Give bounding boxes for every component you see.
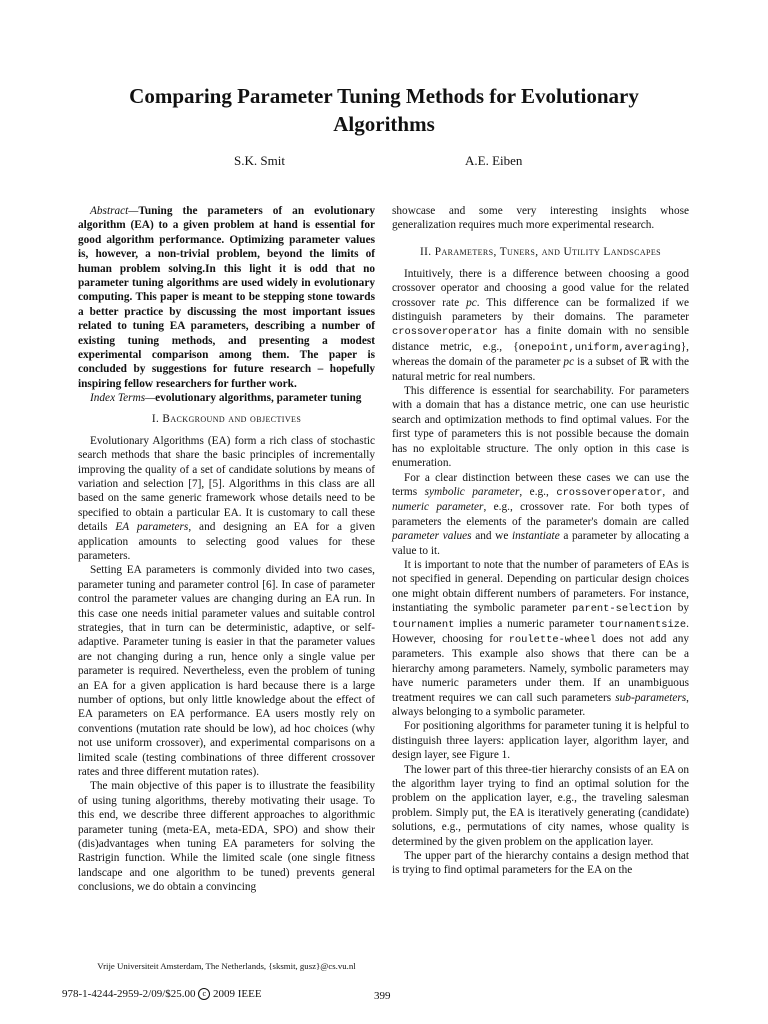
page-number: 399 [374, 990, 391, 1002]
s2p3-e: and we [471, 530, 513, 543]
affiliation-footnote: Vrije Universiteit Amsterdam, The Netherlands, {sksmit, gusz}@cs.vu.nl [97, 961, 356, 971]
s2p4-roulette: roulette-wheel [508, 633, 596, 646]
title-line-2: Algorithms [333, 112, 435, 136]
section-1-paragraph-3: The main objective of this paper is to illustrate the feasibility of using tuning algorithms, thereby motivating their usage. To this end, we describe three different approaches to algorithmic parameter tuning (meta-EA, meta-EDA, SPO) and show their (dis)advantages when tuning EA parameters for solving the Rastrigin function. While the limited scale (one single fitness landscape and one algorithm to be tuned) prevents general conclusions, we do obtain a convincing [78, 780, 375, 894]
s2p1-d: }, whereas the domain of the parameter [392, 340, 689, 369]
title-line-1: Comparing Parameter Tuning Methods for Evolutionary [129, 84, 639, 108]
section-2-paragraph-6: The lower part of this three-tier hierarchy consists of an EA on the algorithm layer trying to find an optimal solution for the problem on the application layer, e.g., the traveling salesman problem. Simply put, the EA is iteratively generating (candidate) solutions, e.g., permutations of city names, whose quality is determined by the given problem on the application layer. [392, 763, 689, 848]
s2p4-b: by [671, 602, 689, 615]
s2p4-d: . However, choosing for [392, 617, 689, 645]
s2p4-e: does not add any parameters. This example also shows that there can be a hierarchy among parameters. Namely, symbolic parameters may have numeric parameters under them. If an unambiguous treatment requires we can call such parameters [392, 632, 690, 704]
s2p1-c: has a finite domain with no sensible distance metric, e.g., { [392, 325, 689, 353]
s2p1-pc: pc [466, 296, 477, 309]
copyright-line [62, 988, 262, 1000]
s2p3-d: , e.g., crossover rate. For both types of parameters the elements of the parameter's domain are called [392, 501, 690, 528]
section-2-paragraph-1 [392, 267, 689, 384]
s1p1-tail: , and designing an EA for a given application amounts to selecting good values for these parameters. [78, 521, 375, 562]
year-org: 2009 IEEE [213, 988, 262, 1000]
s2p1-b: . This difference can be formalized if we distinguish parameters by their domains. The parameter [392, 296, 689, 324]
index-terms-label: Index Terms— [90, 392, 156, 405]
s2p4-tournament: tournament [392, 618, 455, 631]
s2p1-set: onepoint,uniform,averaging [518, 341, 681, 354]
s2p1-code: crossoveroperator [392, 326, 499, 339]
s2p4-parent: parent-selection [571, 603, 672, 616]
s2p3-code: crossoveroperator [556, 486, 663, 499]
abstract [78, 204, 375, 391]
s2p1-e: is a subset of ℝ with the natural metric for real numbers. [392, 356, 689, 383]
s2p3-numeric: numeric parameter [392, 501, 484, 514]
section-1-paragraph-2: Setting EA parameters is commonly divided into two cases, parameter tuning and parameter control [6]. In case of parameter control the parameter values are changing during an EA run. In this case one needs initial parameter values and suitable control strategies, that in turn can be deterministic, adaptive, or self-adaptive. Parameter tuning is easier in that the parameter values are not changing during a run, hence only a single value per parameter is required. Nevertheless, even the problem of tuning an EA for a given application is hard because there is a large number of options, but only little knowledge about the effect of EA parameters on EA performance. EA users mostly rely on conventions (mutation rate should be low), ad hoc choices (why not use uniform crossover), and experimental comparisons on a limited scale (testing combinations of three different crossover rates and three different mutation rates). [78, 564, 375, 779]
section-2-paragraph-7: The upper part of the hierarchy contains a design method that is trying to find optimal parameters for the EA on the [392, 850, 689, 877]
s2p3-a: For a clear distinction between these cases we can use the terms [392, 471, 689, 498]
section-2-paragraph-4 [392, 558, 689, 719]
isbn: 978-1-4244-2959-2/09/$25.00 [62, 988, 196, 1000]
author-2: A.E. Eiben [465, 153, 523, 168]
s2p3-values: parameter values [392, 530, 472, 543]
paper-title [60, 82, 708, 138]
author-1: S.K. Smit [234, 153, 285, 168]
index-terms-text: evolutionary algorithms, parameter tuning [155, 392, 362, 405]
abstract-label: Abstract— [90, 205, 139, 217]
section-1-paragraph-1 [78, 434, 375, 564]
s2p3-b: , e.g., [519, 485, 557, 498]
copyright-icon: c [198, 988, 210, 1000]
s2p4-sub: sub-parameters [615, 691, 687, 704]
section-2-paragraph-3 [392, 471, 689, 558]
s2p4-c: implies a numeric parameter [454, 617, 599, 630]
right-paragraph-0: showcase and some very interesting insights whose generalization requires much more experimental research. [392, 205, 689, 232]
index-terms [78, 391, 375, 405]
s2p3-c: , and [662, 485, 689, 498]
s2p4-a: It is important to note that the number of parameters of EAs is not specified in general. Depending on particular design choices one might obtain different numbers of parameters. For instance, instantiating the symbolic parameter [392, 558, 689, 615]
s2p1-pc-2: pc [563, 356, 575, 369]
s1p1-text: Evolutionary Algorithms (EA) form a rich class of stochastic search methods that share the basic principles of incrementally improving the quality of a set of candidate solutions by means of variation and selection [7], [5]. Algorithms in this class are all based on the same generic framework whose details need to be specified to obtain a particular EA. It is customary to call these details [78, 434, 375, 534]
s2p3-instantiate: instantiate [512, 530, 560, 543]
left-column [78, 204, 375, 895]
section-2-heading: II. Parameters, Tuners, and Utility Landscapes [419, 245, 661, 258]
section-2-paragraph-5: For positioning algorithms for parameter tuning it is helpful to distinguish three layers: application layer, algorithm layer, and design layer, see Figure 1. [392, 720, 689, 762]
s1p1-emph: EA parameters [115, 521, 189, 534]
s2p3-symbolic: symbolic parameter [424, 485, 520, 498]
s2p4-f: , always belonging to a symbolic parameter. [392, 691, 689, 718]
s2p1-a: Intuitively, there is a difference between choosing a good crossover operator and choosing a good value for the related crossover rate [392, 267, 689, 309]
section-2-paragraph-2: This difference is essential for searchability. For parameters with a domain that has a distance metric, one can use heuristic search and optimization methods to find optimal values. For the first type of parameters this is not possible because the domain has no exploitable structure. The only option in this case is enumeration. [392, 385, 689, 470]
section-1-heading: I. Background and objectives [151, 412, 302, 425]
s2p3-f: a parameter by allocating a value to it. [392, 530, 689, 557]
abstract-text: Tuning the parameters of an evolutionary algorithm (EA) to a given problem at hand is essential for good algorithm performance. Optimizing parameter values is, however, a non-trivial problem, beyond the limits of human problem solving.In this light it is odd that no parameter tuning algorithms are used widely in evolutionary computing. This paper is meant to be stepping stone towards a better practice by discussing the most important issues related to tuning EA parameters, describing a number of existing tuning methods, and presenting a modest experimental comparison among them. The paper is concluded by suggestions for future research – hopefully inspiring fellow researchers for further work. [78, 205, 375, 390]
s2p4-size: tournamentsize [598, 618, 687, 631]
right-column [392, 204, 689, 878]
